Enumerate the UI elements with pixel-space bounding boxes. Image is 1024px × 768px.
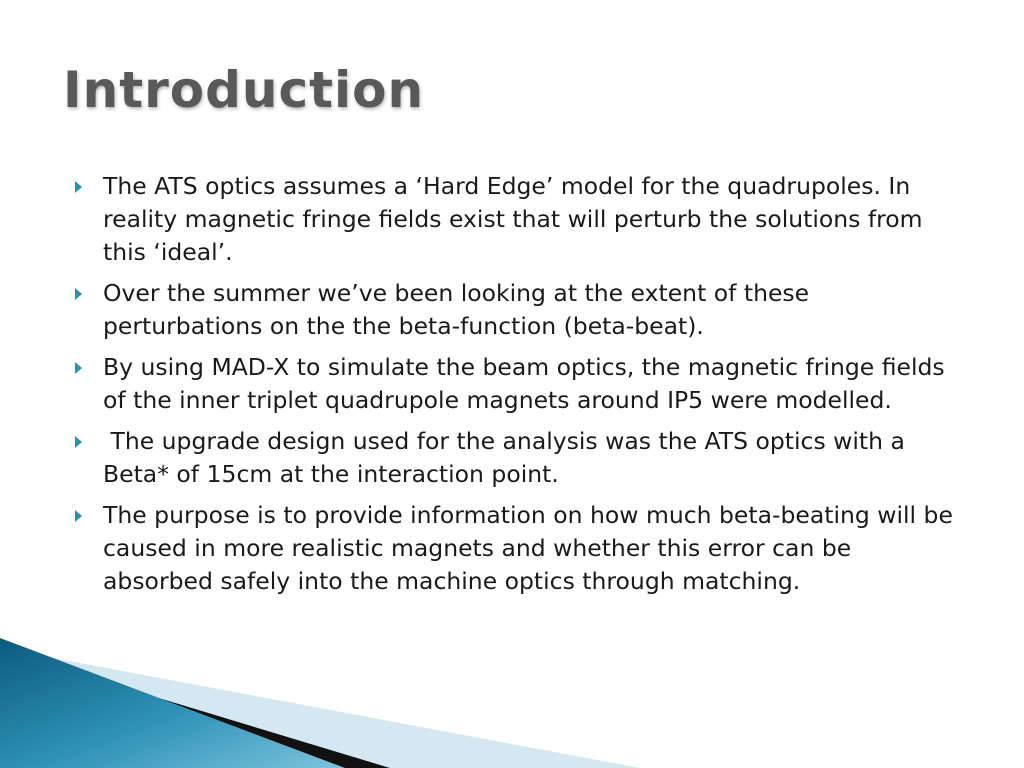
bullet-text: The upgrade design used for the analysis was the ATS optics with a Beta* of 15cm at the interaction point.	[103, 427, 913, 488]
corner-decoration	[0, 638, 640, 768]
triangle-right-icon	[75, 510, 82, 522]
bullet-text: Over the summer we’ve been looking at the extent of these perturbations on the the beta-function (beta-beat).	[103, 279, 810, 340]
bullet-text: The ATS optics assumes a ‘Hard Edge’ model for the quadrupoles. In reality magnetic fringe fields exist that will perturb the solutions from this ‘ideal’.	[103, 172, 923, 266]
triangle-right-icon	[75, 436, 82, 448]
triangle-right-icon	[75, 288, 82, 300]
triangle-right-icon	[75, 181, 82, 193]
bullet-list	[70, 170, 960, 606]
bullet-text: By using MAD-X to simulate the beam optics, the magnetic fringe fields of the inner triplet quadrupole magnets around IP5 were modelled.	[103, 353, 945, 414]
bullet-item	[70, 277, 960, 343]
triangle-right-icon	[75, 362, 82, 374]
bullet-item	[70, 425, 960, 491]
bullet-item	[70, 351, 960, 417]
bullet-item	[70, 170, 960, 269]
bullet-text: The purpose is to provide information on how much beta-beating will be caused in more realistic magnets and whether this error can be absorbed safely into the machine optics through matching.	[103, 501, 953, 595]
bullet-item	[70, 499, 960, 598]
slide-title: Introduction	[63, 61, 425, 119]
